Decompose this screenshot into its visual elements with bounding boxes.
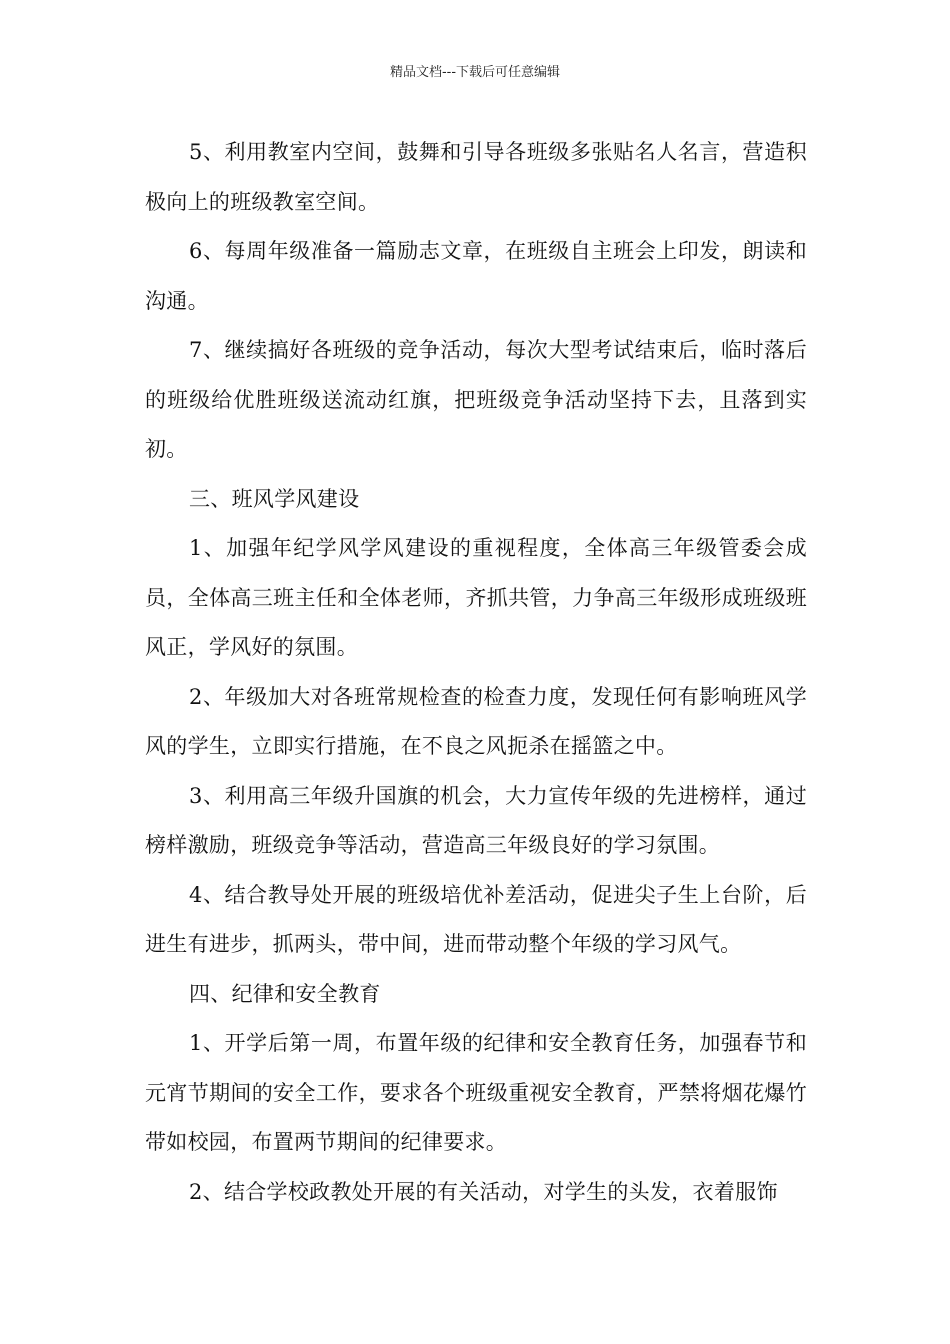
paragraph-item-1: 1、开学后第一周，布置年级的纪律和安全教育任务，加强春节和元宵节期间的安全工作，要求各个班级重视安全教育，严禁将烟花爆竹带如校园，布置两节期间的纪律要求。 xyxy=(145,1031,807,1154)
paragraph-item-2: 2、结合学校政教处开展的有关活动，对学生的头发，衣着服饰 xyxy=(189,1179,778,1204)
page-header: 精品文档---下载后可任意编辑 xyxy=(389,65,561,80)
paragraph-item-4: 4、结合教导处开展的班级培优补差活动，促进尖子生上台阶，后进生有进步，抓两头，带中间，进而带动整个年级的学习风气。 xyxy=(145,882,807,956)
paragraph-item-3: 3、利用高三年级升国旗的机会，大力宣传年级的先进榜样，通过榜样激励，班级竞争等活动，营造高三年级良好的学习氛围。 xyxy=(145,783,807,857)
paragraph-item-5: 5、利用教室内空间，鼓舞和引导各班级多张贴名人名言，营造积极向上的班级教室空间。 xyxy=(145,140,807,214)
paragraph-item-2: 2、年级加大对各班常规检查的检查力度，发现任何有影响班风学风的学生，立即实行措施，在不良之风扼杀在摇篮之中。 xyxy=(145,684,807,758)
section-heading-3: 三、班风学风建设 xyxy=(189,486,360,511)
paragraph-item-7: 7、继续搞好各班级的竞争活动，每次大型考试结束后，临时落后的班级给优胜班级送流动红旗，把班级竞争活动坚持下去，且落到实初。 xyxy=(145,338,807,461)
paragraph-item-1: 1、加强年纪学风学风建设的重视程度，全体高三年级管委会成员，全体高三班主任和全体老师，齐抓共管，力争高三年级形成班级班风正，学风好的氛围。 xyxy=(145,536,807,659)
document-body xyxy=(145,128,807,1217)
section-heading-4: 四、纪律和安全教育 xyxy=(189,981,381,1006)
paragraph-item-6: 6、每周年级准备一篇励志文章，在班级自主班会上印发，朗读和沟通。 xyxy=(145,239,807,313)
